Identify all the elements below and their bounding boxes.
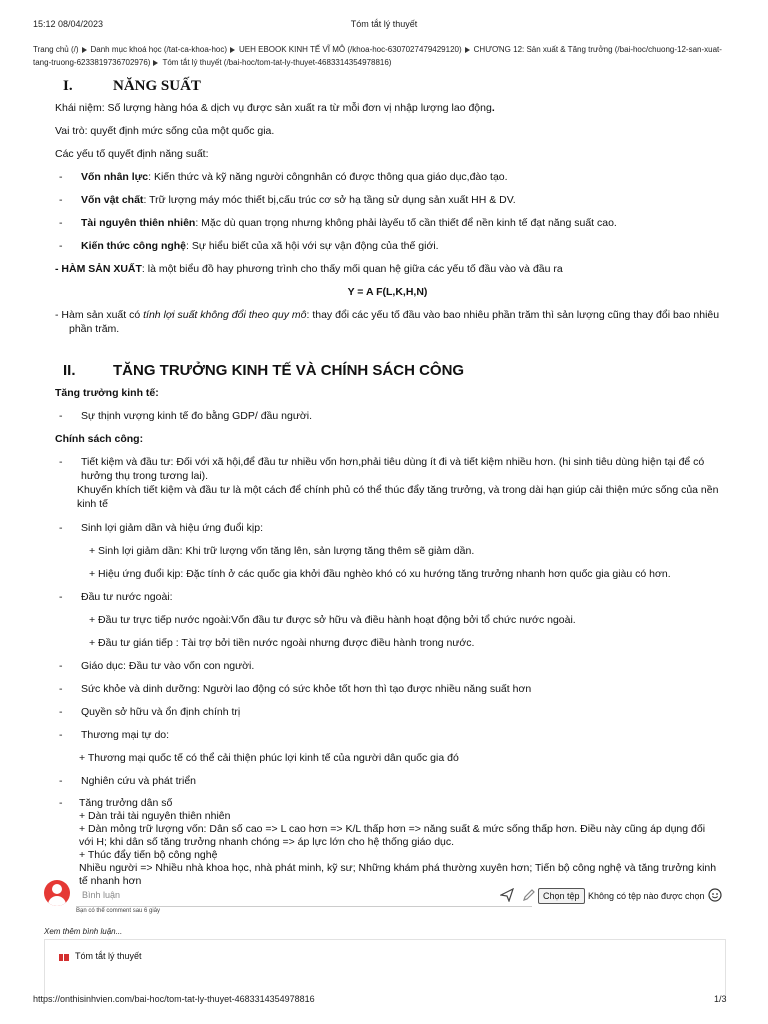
factor-label: Vốn vật chất — [81, 194, 144, 206]
section-number: I. — [63, 78, 73, 94]
crs-paragraph — [55, 308, 720, 336]
breadcrumb-separator-icon — [153, 60, 158, 66]
health-text: Sức khỏe và dinh dưỡng: Người lao động có sức khỏe tốt hơn thì tạo được nhiều năng suất hơn — [81, 683, 532, 695]
page-number: 1/3 — [714, 994, 727, 1004]
diminishing-label: Sinh lợi giảm dần và hiệu ứng đuổi kịp: — [81, 522, 264, 534]
pencil-icon — [522, 888, 536, 902]
breadcrumb-separator-icon — [465, 47, 470, 53]
growth-label: Tăng trưởng kinh tế: — [55, 387, 159, 399]
section-number: II. — [63, 362, 76, 379]
list-item: - Vốn nhân lực: Kiến thức và kỹ năng người côngnhân có được thông qua giáo dục,đào tạo. — [59, 171, 508, 183]
crs-italic: tính lợi suất không đổi theo quy mô — [143, 309, 307, 321]
factor-label: Tài nguyên thiên nhiên — [81, 217, 196, 229]
sub-item: + Đầu tư trực tiếp nước ngoài:Vốn đầu tư được sở hữu và điều hành hoạt động bởi tổ chức nước ngoài. — [89, 614, 576, 626]
population-label: Tăng trưởng dân số — [79, 797, 173, 809]
choose-file-button[interactable]: Chọn tệp — [538, 888, 585, 904]
population-sub: + Dàn mỏng trữ lượng vốn: Dân số cao => L cao hơn => K/L thấp hơn => năng suất & mức sống thấp hơn. Điều này cũng áp dụng đối với H; khi dân số tăng trưởng nhanh chóng => áp lực lớn cho hệ thống giáo dục. — [79, 823, 706, 848]
factor-text: : Trữ lượng máy móc thiết bị,cấu trúc cơ sở hạ tầng sử dụng sản xuất HH & DV. — [143, 194, 516, 206]
no-file-text: Không có tệp nào được chọn — [588, 891, 705, 901]
comment-input[interactable]: Bình luận — [76, 884, 532, 907]
list-item: - Quyền sở hữu và ổn định chính trị — [59, 706, 241, 718]
concept-text: Khái niệm: Số lượng hàng hóa & dịch vụ được sản xuất ra từ mỗi đơn vị nhập lượng lao động — [55, 102, 492, 114]
list-item: - Sinh lợi giảm dần và hiệu ứng đuổi kịp: — [59, 522, 264, 534]
list-item: - Vốn vật chất: Trữ lượng máy móc thiết bị,cấu trúc cơ sở hạ tầng sử dụng sản xuất HH & DV. — [59, 194, 516, 206]
breadcrumb-separator-icon — [82, 47, 87, 53]
factor-text: : Sự hiểu biết của xã hội với sự vận động của thế giới. — [186, 240, 439, 252]
send-icon[interactable] — [500, 888, 514, 902]
section-title: NĂNG SUẤT — [113, 78, 201, 94]
breadcrumb — [33, 43, 733, 69]
breadcrumb-chapter[interactable]: CHƯƠNG 12: Sản xuất & Tăng trưởng (/bai-hoc/chuong-12-san-xuat-tang-truong-6233819736702976) — [33, 45, 722, 67]
factor-text: : Mặc dù quan trọng nhưng không phải làyếu tố cần thiết để nền kinh tế đạt năng suất cao. — [195, 217, 617, 229]
factors-intro: Các yếu tố quyết định năng suất: — [55, 148, 209, 160]
breadcrumb-separator-icon — [230, 47, 235, 53]
breadcrumb-course[interactable]: UEH EBOOK KINH TẾ VĨ MÔ (/khoa-hoc-6307027479429120) — [239, 45, 462, 54]
sub-item: + Đầu tư gián tiếp : Tài trợ bởi tiền nước ngoài nhưng được điều hành trong nước. — [89, 637, 475, 649]
lesson-content — [55, 79, 720, 897]
production-text: : là một biểu đồ hay phương trình cho thấy mối quan hệ giữa các yếu tố đầu vào và đầu ra — [141, 263, 563, 275]
list-item: - Tài nguyên thiên nhiên: Mặc dù quan trọng nhưng không phải làyếu tố cần thiết để nền kinh tế đạt năng suất cao. — [59, 217, 617, 229]
crs-text: : thay đổi các yếu tố đầu vào bao nhiêu phần trăm thì sản lượng cũng thay đổi bao nhiêu phần trăm. — [69, 309, 720, 335]
concept-paragraph — [55, 101, 720, 115]
role-paragraph: Vai trò: quyết định mức sống của một quốc gia. — [55, 125, 275, 137]
breadcrumb-home[interactable]: Trang chủ (/) — [33, 45, 79, 54]
list-item: - Kiến thức công nghệ: Sự hiểu biết của xã hội với sự vận động của thế giới. — [59, 240, 439, 252]
research-text: Nghiên cứu và phát triển — [81, 775, 197, 787]
list-item: - Tăng trưởng dân số + Dàn trải tài nguyên thiên nhiên + Dàn mỏng trữ lượng vốn: Dân số cao => L cao hơn => K/L thấp hơn => năng suất & mức sống thấp hơn. Điều này cũng áp dụng đối với H; khi dân số tăng trưởng nhanh chóng => áp lực lớn cho hệ thống giáo dục. + Thúc đẩy tiến bộ công nghệ Nhiều người => Nhiều nhà khoa học, nhà phát minh, kỹ sư; Những khám phá thường xuyên hơn; Tiến bộ công nghệ và tăng trưởng kinh tế nhanh hơn — [55, 797, 720, 888]
saving-text-1: Tiết kiệm và đầu tư: Đối với xã hội,để đầu tư nhiều vốn hơn,phải tiêu dùng ít đi và tiết kiệm nhiều hơn. (hi sinh tiêu dùng hiện tại để có hưởng thụ trong tương lai). — [81, 456, 705, 482]
saving-text-2: Khuyến khích tiết kiệm và đầu tư là một cách để chính phủ có thể thúc đẩy tăng trưởng, và trong dài hạn giúp cải thiện mức sống của nền kinh tế — [77, 484, 719, 510]
book-icon — [59, 954, 69, 961]
breadcrumb-courses[interactable]: Danh mục khoá học (/tat-ca-khoa-hoc) — [90, 45, 228, 54]
growth-item: Sự thịnh vượng kinh tế đo bằng GDP/ đầu người. — [81, 410, 312, 422]
section-heading-productivity — [63, 79, 720, 93]
sub-item: + Sinh lợi giảm dần: Khi trữ lượng vốn tăng lên, sản lượng tăng thêm sẽ giảm dần. — [89, 545, 475, 557]
production-formula: Y = A F(L,K,H,N) — [347, 286, 428, 298]
factor-text: : Kiến thức và kỹ năng người côngnhân có được thông qua giáo dục,đào tạo. — [148, 171, 508, 183]
list-item: - Sự thịnh vượng kinh tế đo bằng GDP/ đầu người. — [59, 410, 312, 422]
breadcrumb-lesson[interactable]: Tóm tắt lý thuyết (/bai-hoc/tom-tat-ly-thuyet-4683314354978816) — [162, 58, 392, 67]
user-avatar — [44, 880, 70, 906]
population-sub: Nhiều người => Nhiều nhà khoa học, nhà phát minh, kỹ sư; Những khám phá thường xuyên hơn; Tiến bộ công nghệ và tăng trưởng kinh tế nhanh hơn — [79, 862, 717, 887]
list-item: - Thương mại tự do: — [59, 729, 170, 741]
section-heading-growth — [63, 364, 720, 378]
list-item: - Nghiên cứu và phát triển — [59, 775, 197, 787]
population-sub: + Thúc đẩy tiến bộ công nghệ — [79, 849, 218, 861]
list-item: - Đầu tư nước ngoài: — [59, 591, 173, 603]
sub-item: + Hiệu ứng đuổi kịp: Đặc tính ở các quốc gia khởi đầu nghèo khó có xu hướng tăng trưởng nhanh hơn quốc gia giàu có hơn. — [89, 568, 671, 580]
comment-hint: Bạn có thể comment sau 6 giây — [76, 908, 161, 914]
production-function-paragraph — [55, 262, 720, 276]
section-title: TĂNG TRƯỞNG KINH TẾ VÀ CHÍNH SÁCH CÔNG — [113, 362, 465, 379]
print-doc-title: Tóm tắt lý thuyết — [350, 19, 418, 29]
property-text: Quyền sở hữu và ổn định chính trị — [81, 706, 241, 718]
list-item: - Giáo dục: Đầu tư vào vốn con người. — [59, 660, 255, 672]
more-comments-link[interactable]: Xem thêm bình luận... — [44, 927, 123, 936]
sub-item: + Thương mại quốc tế có thể cải thiện phúc lợi kinh tế của người dân quốc gia đó — [79, 752, 459, 764]
lesson-card[interactable] — [44, 939, 726, 1000]
list-item: - Sức khỏe và dinh dưỡng: Người lao động có sức khỏe tốt hơn thì tạo được nhiều năng suất hơn — [59, 683, 532, 695]
production-label: - HÀM SẢN XUẤT — [55, 263, 142, 275]
fdi-label: Đầu tư nước ngoài: — [81, 591, 173, 603]
concept-end: . — [491, 102, 495, 114]
factor-label: Kiến thức công nghệ — [81, 240, 187, 252]
footer-url: https://onthisinhvien.com/bai-hoc/tom-tat-ly-thuyet-4683314354978816 — [33, 994, 315, 1004]
policy-label: Chính sách công: — [55, 433, 144, 445]
population-sub: + Dàn trải tài nguyên thiên nhiên — [79, 810, 231, 822]
crs-prefix: - Hàm sản xuất có — [55, 309, 144, 321]
factor-label: Vốn nhân lực — [81, 171, 149, 183]
print-datetime: 15:12 08/04/2023 — [33, 19, 104, 29]
lesson-card-title[interactable]: Tóm tắt lý thuyết — [75, 951, 142, 961]
trade-label: Thương mại tự do: — [81, 729, 170, 741]
education-text: Giáo dục: Đầu tư vào vốn con người. — [81, 660, 255, 672]
emoji-icon[interactable] — [708, 888, 722, 902]
list-item: - Tiết kiệm và đầu tư: Đối với xã hội,để đầu tư nhiều vốn hơn,phải tiêu dùng ít đi và tiết kiệm nhiều hơn. (hi sinh tiêu dùng hiện tại để có hưởng thụ trong tương lai). Khuyến khích tiết kiệm và đầu tư là một cách để chính phủ có thể thúc đẩy tăng trưởng, và trong dài hạn giúp cải thiện mức sống của nền kinh tế — [59, 456, 719, 510]
